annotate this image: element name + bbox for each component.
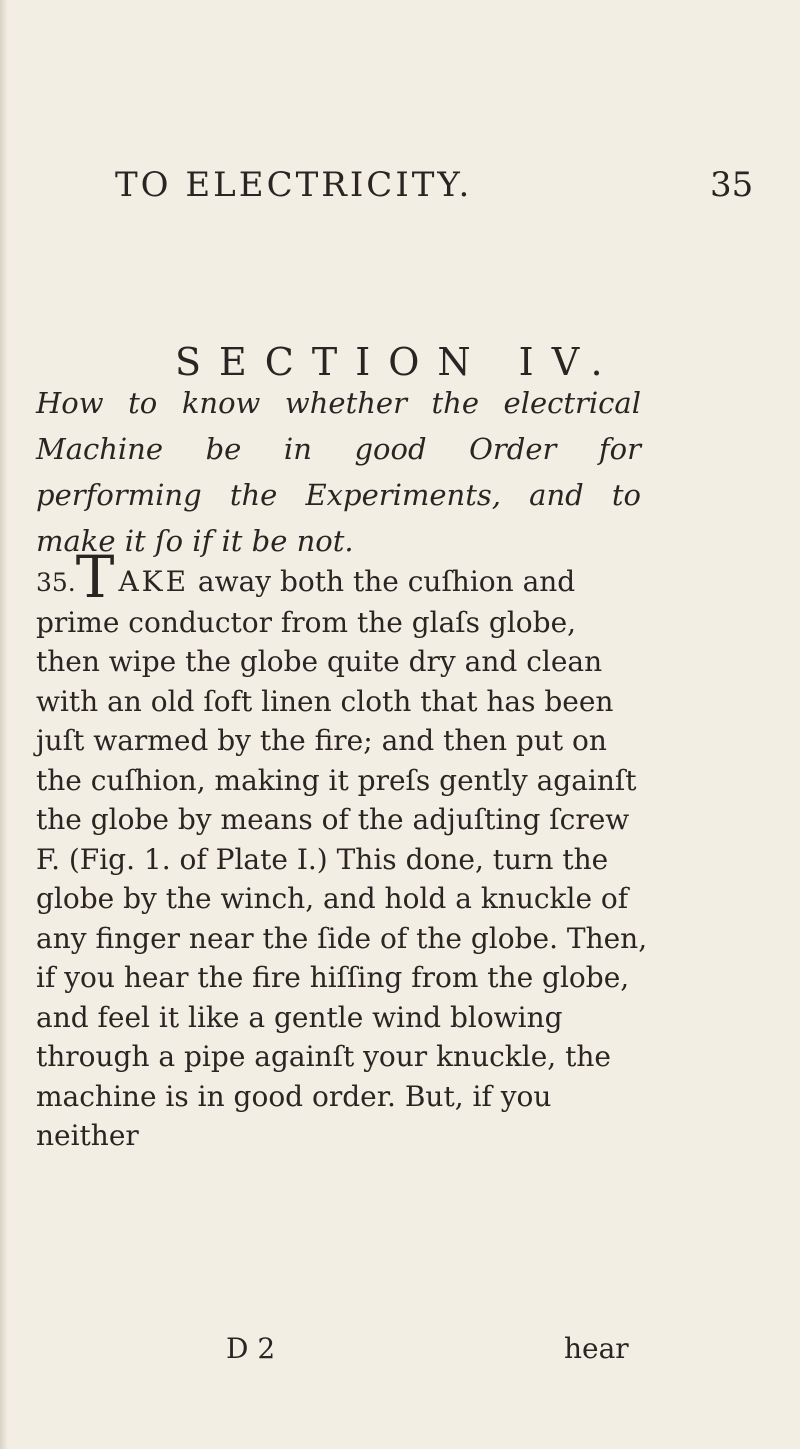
paragraph-text: away both the cuſhion and prime conductor from the glaſs globe, then wipe the globe quite dry and clean with an old ſoft linen cloth that has been juſt warmed by the fire; and then put on the cuſhion, making it preſs gently againſt the globe by means of the adjuſting ſcrew F. (Fig. 1. of Plate I.) This done, turn the globe by the winch, and hold a knuckle of any finger near the ſide of the globe. Then, if you hear the fire hiſſing from the globe, and feel it like a gentle wind blowing through a pipe againſt your knuckle, the machine is in good order. But, if you neither [36,565,648,1152]
page-number: 35 [710,165,754,205]
section-subtitle: How to know whether the electrical Machine be in good Order for performing the Experiments, and to make it ſo if it be not. [36,386,641,558]
section-title: SECTION IV. [175,340,621,384]
paragraph-number: 35. [36,568,76,597]
signature-mark: D 2 [226,1332,276,1365]
running-head: TO ELECTRICITY. [115,165,473,205]
catchword: hear [564,1332,629,1365]
opening-word: AKE [118,565,190,598]
body-paragraph [36,543,648,1156]
drop-cap: T [75,543,115,611]
binding-shadow [0,0,8,1449]
